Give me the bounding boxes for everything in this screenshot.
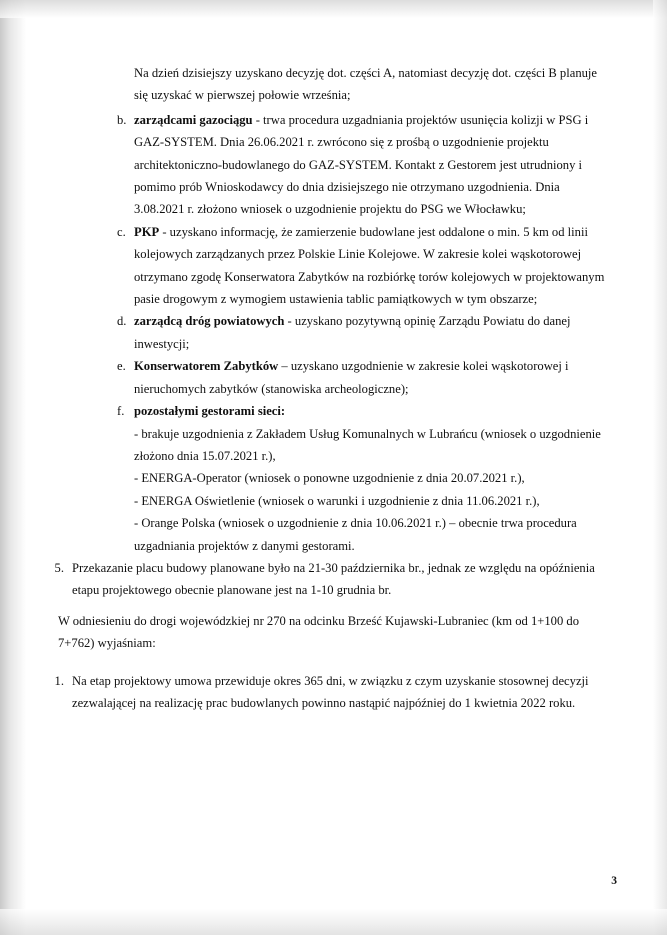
list-text-b: - trwa procedura uzgadniania projektów usunięcia kolizji w PSG i GAZ-SYSTEM. Dnia 26.06.2021 r. zwrócono się z prośbą o uzgodnienie projektu architektoniczno-budowlanego do GAZ-SYSTEM. Kontakt z Gestorem jest utrudniony i pomimo prób Wnioskodawcy do dnia dzisiejszego nie otrzymano uzgodnienia. Dnia 3.08.2021 r. złożono wniosek o uzgodnienie projektu do PSG we Włocławku; [134,112,589,217]
scan-edge-shadow-left [0,0,26,935]
list-lead-bold-e: Konserwatorem Zabytków [134,359,279,374]
scan-edge-shadow-bottom [0,909,667,935]
list-body-c [134,221,606,311]
document-body [46,62,606,714]
list-marker-5: 5. [54,560,64,575]
sub-list-item-zuk: - brakuje uzgodnienia z Zakładem Usług Komunalnych w Lubrańcu (wniosek o uzgodnienie złożono dnia 15.07.2021 r.), [134,426,601,463]
list-lead-bold-b: zarządcami gazociągu [134,112,253,127]
paragraph-intro-continuation: Na dzień dzisiejszy uzyskano decyzję dot. części A, natomiast decyzję dot. części B planuje się uzyskać w pierwszej połowie września; [134,66,597,103]
paragraph-section-lead: W odniesieniu do drogi wojewódzkiej nr 270 na odcinku Brześć Kujawski-Lubraniec (km od 1+100 do 7+762) wyjaśniam: [58,613,579,651]
list-body-f [134,400,606,557]
list-marker-c: c. [117,224,126,239]
scan-edge-shadow-top [0,0,667,18]
list-marker-1: 1. [54,673,64,688]
list-text-c: - uzyskano informację, że zamierzenie budowlane jest oddalone o min. 5 km od linii kolejowych zarządzanych przez Polskie Linie Kolejowe. W zakresie kolei wąskotorowej otrzymano zgodę Konserwatora Zabytków na rozbiórkę torów kolejowych w projektowanym pasie drogowym z wymogiem ustawienia tablic pamiątkowych w tym obszarze; [134,224,605,307]
sub-list-item-energa-operator: - ENERGA-Operator (wniosek o ponowne uzgodnienie z dnia 20.07.2021 r.), [134,471,525,486]
list-item-b [46,109,606,221]
list-marker-f: f. [117,404,125,419]
list-item-f [46,400,606,557]
list-text-e: – uzyskano uzgodnienie w zakresie kolei wąskotorowej i nieruchomych zabytków (stanowiska archeologiczne); [134,359,569,396]
sub-list-f [134,423,606,557]
list-lead-bold-d: zarządcą dróg powiatowych [134,314,285,329]
list-lead-bold-f: pozostałymi gestorami sieci: [134,404,286,419]
list-item-1 [46,670,606,715]
page-number: 3 [611,875,617,887]
list-item-e [46,355,606,400]
list-lead-bold-c: PKP [134,224,160,239]
list-body-e [134,355,606,400]
list-item-c [46,221,606,311]
list-text-5: Przekazanie placu budowy planowane było na 21-30 października br., jednak ze względu na opóźnienia etapu projektowego obecnie planowane jest na 1-10 grudnia br. [72,560,595,598]
list-marker-b: b. [117,112,127,127]
scan-edge-shadow-right [653,0,667,935]
list-item-5 [46,557,606,602]
list-body-b [134,109,606,221]
list-item-d [46,310,606,355]
list-marker-e: e. [117,359,126,374]
list-text-1: Na etap projektowy umowa przewiduje okres 365 dni, w związku z czym uzyskanie stosownej decyzji zezwalającej na realizację prac budowlanych powinno nastąpić najpóźniej do 1 kwietnia 2022 roku. [72,673,589,710]
list-text-d: - uzyskano pozytywną opinię Zarządu Powiatu do danej inwestycji; [134,314,571,351]
list-body-d [134,310,606,355]
sub-list-item-orange-polska: - Orange Polska (wniosek o uzgodnienie z dnia 10.06.2021 r.) – obecnie trwa procedura uzgadniania projektów z danymi gestorami. [134,516,577,553]
list-marker-d: d. [117,314,127,329]
sub-list-item-energa-oswietlenie: - ENERGA Oświetlenie (wniosek o warunki i uzgodnienie z dnia 11.06.2021 r.), [134,493,540,508]
